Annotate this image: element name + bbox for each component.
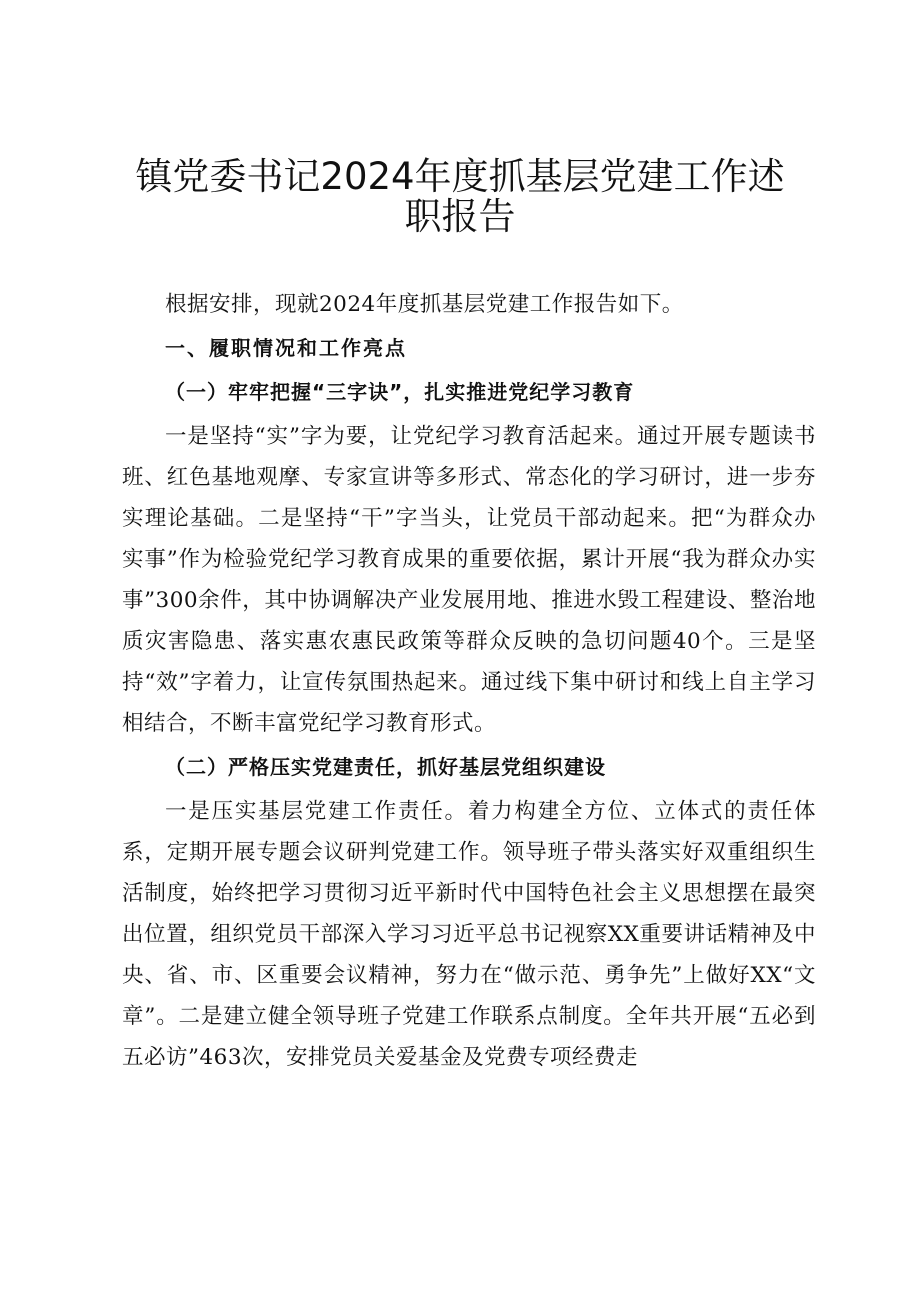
subsection-1-paragraph: 一是坚持“实”字为要，让党纪学习教育活起来。通过开展专题读书班、红色基地观摩、专家宣讲等多形式、常态化的学习研讨，进一步夯实理论基础。二是坚持“干”字当头，让党员干部动起来。把“为群众办实事”作为检验党纪学习教育成果的重要依据，累计开展“我为群众办实事”300余件，其中协调解决产业发展用地、推进水毁工程建设、整治地质灾害隐患、落实惠农惠民政策等群众反映的急切问题40个。三是坚持“效”字着力，让宣传氛围热起来。通过线下集中研讨和线上自主学习相结合，不断丰富党纪学习教育形式。 (122, 424, 816, 736)
subsection-heading-2: （二）严格压实党建责任，抓好基层党组织建设 (165, 755, 606, 779)
subsection-2-paragraph: 一是压实基层党建工作责任。着力构建全方位、立体式的责任体系，定期开展专题会议研判党建工作。领导班子带头落实好双重组织生活制度，始终把学习贯彻习近平新时代中国特色社会主义思想摆在最突出位置，组织党员干部深入学习习近平总书记视察XX重要讲话精神及中央、省、市、区重要会议精神，努力在“做示范、勇争先”上做好XX“文章”。二是建立健全领导班子党建工作联系点制度。全年共开展“五必到五必访”463次，安排党员关爱基金及党费专项经费走 (122, 799, 816, 1070)
intro-paragraph: 根据安排，现就2024年度抓基层党建工作报告如下。 (165, 292, 684, 317)
section-heading-1: 一、履职情况和工作亮点 (165, 336, 407, 360)
document-title: 镇党委书记2024年度抓基层党建工作述职报告 (135, 155, 785, 238)
subsection-heading-1: （一）牢牢把握“三字诀”，扎实推进党纪学习教育 (165, 380, 635, 404)
document-body (122, 284, 816, 1078)
